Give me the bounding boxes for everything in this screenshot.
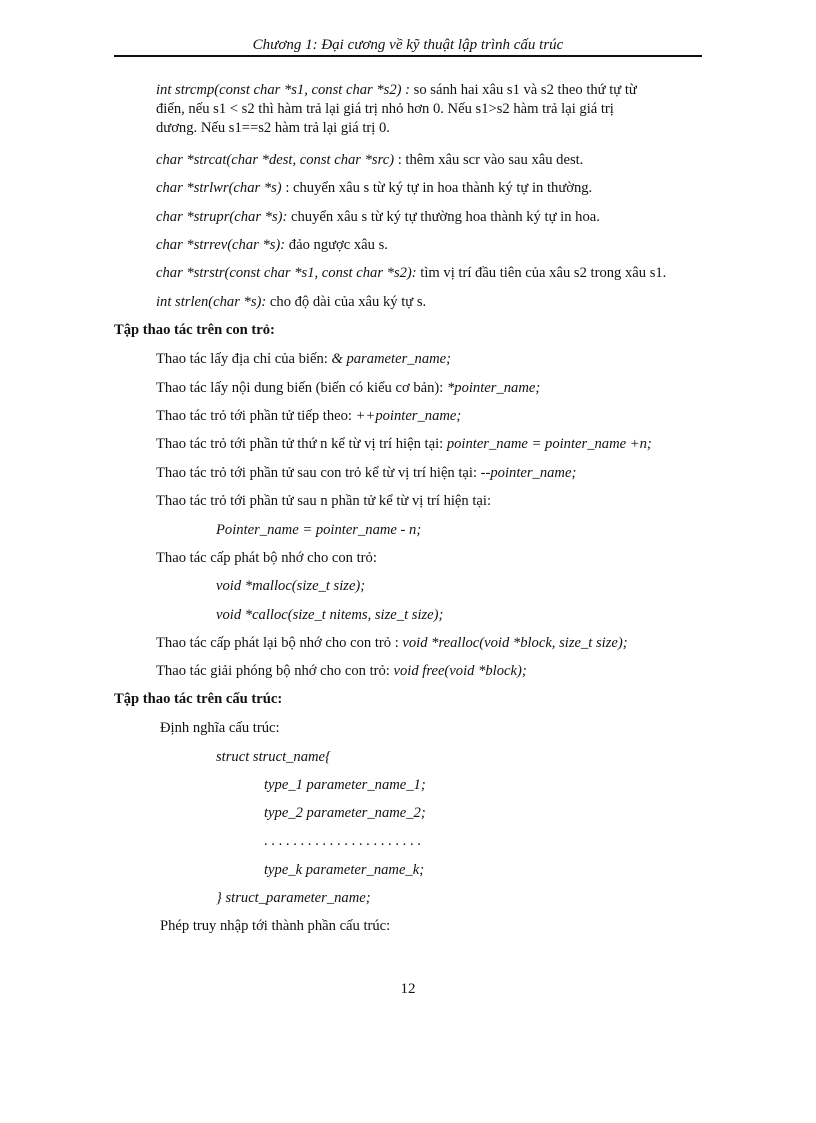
- strcat-signature: char *strcat(char *dest, const char *src): [156, 152, 395, 168]
- pointer-prev-text: Thao tác trỏ tới phần tử sau con trỏ kể từ vị trí hiện tại:: [156, 465, 481, 481]
- strupr-signature: char *strupr(char *s):: [156, 209, 288, 225]
- pointer-next-text: Thao tác trỏ tới phần tử tiếp theo:: [156, 408, 356, 424]
- struct-field-k: type_k parameter_name_k;: [264, 862, 425, 878]
- strlwr-line: [156, 179, 592, 198]
- struct-define-text: Định nghĩa cấu trúc:: [160, 720, 280, 736]
- pointer-nth-code: pointer_name = pointer_name +n;: [446, 436, 652, 452]
- pointer-back-n-code: Pointer_name = pointer_name - n;: [216, 522, 422, 538]
- struct-ellipsis: . . . . . . . . . . . . . . . . . . . . . .: [264, 833, 421, 849]
- pointer-next-line: [156, 407, 461, 426]
- strupr-desc: chuyển xâu s từ ký tự thường hoa thành ký tự in hoa.: [287, 209, 600, 225]
- struct-section-heading: Tập thao tác trên cấu trúc:: [114, 691, 283, 707]
- pointer-content-code: *pointer_name;: [446, 380, 541, 396]
- pointer-nth-text: Thao tác trỏ tới phần tử thứ n kể từ vị trí hiện tại:: [156, 436, 447, 452]
- struct-field-2: type_2 parameter_name_2;: [264, 805, 426, 821]
- malloc-code: void *malloc(size_t size);: [216, 578, 366, 594]
- pointer-prev-line: [156, 464, 576, 483]
- strstr-signature: char *strstr(const char *s1, const char *s2):: [156, 265, 417, 281]
- strcat-line: [156, 151, 583, 170]
- strlen-signature: int strlen(char *s):: [156, 294, 267, 310]
- realloc-code: void *realloc(void *block, size_t size);: [402, 635, 628, 651]
- pointer-nth-line: [156, 435, 652, 454]
- pointer-addr-code: & parameter_name;: [331, 351, 452, 367]
- strstr-desc: tìm vị trí đầu tiên của xâu s2 trong xâu s1.: [416, 265, 667, 281]
- strrev-line: [156, 236, 388, 255]
- strcmp-desc-line3: dương. Nếu s1==s2 hàm trả lại giá trị 0.: [156, 120, 390, 136]
- strcmp-signature: int strcmp(const char *s1, const char *s2) :: [156, 82, 411, 98]
- struct-field-1: type_1 parameter_name_1;: [264, 777, 426, 793]
- pointer-addr-text: Thao tác lấy địa chỉ của biến:: [156, 351, 332, 367]
- pointer-free-text: Thao tác giải phóng bộ nhớ cho con trỏ:: [156, 663, 394, 679]
- strcmp-desc-line1: so sánh hai xâu s1 và s2 theo thứ tự từ: [410, 82, 637, 98]
- pointer-realloc-line: [156, 634, 628, 653]
- strlen-desc: cho độ dài của xâu ký tự s.: [266, 294, 427, 310]
- pointer-free-line: [156, 662, 527, 681]
- struct-access-text: Phép truy nhập tới thành phần cấu trúc:: [160, 918, 391, 934]
- pointer-content-line: [156, 379, 540, 398]
- struct-open-code: struct struct_name{: [216, 749, 331, 765]
- strrev-signature: char *strrev(char *s):: [156, 237, 286, 253]
- pointer-realloc-text: Thao tác cấp phát lại bộ nhớ cho con trỏ :: [156, 635, 403, 651]
- free-code: void free(void *block);: [393, 663, 527, 679]
- pointer-back-n-text: Thao tác trỏ tới phần tử sau n phần tử kể từ vị trí hiện tại:: [156, 493, 492, 509]
- header-rule: [114, 55, 702, 57]
- running-header: Chương 1: Đại cương về kỹ thuật lập trình cấu trúc: [252, 37, 564, 53]
- calloc-code: void *calloc(size_t nitems, size_t size);: [216, 607, 444, 623]
- pointer-content-text: Thao tác lấy nội dung biến (biến có kiểu cơ bản):: [156, 380, 447, 396]
- strrev-desc: đảo ngược xâu s.: [285, 237, 388, 253]
- strstr-line: [156, 264, 666, 283]
- pointer-alloc-text: Thao tác cấp phát bộ nhớ cho con trỏ:: [156, 550, 377, 566]
- strcat-desc: : thêm xâu scr vào sau xâu dest.: [394, 152, 584, 168]
- strlen-line: [156, 293, 426, 312]
- pointer-next-code: ++pointer_name;: [355, 408, 462, 424]
- strcmp-desc-line2: điển, nếu s1 < s2 thì hàm trả lại giá trị nhỏ hơn 0. Nếu s1>s2 hàm trả lại giá trị: [156, 101, 614, 117]
- pointer-addr-line: [156, 350, 451, 369]
- pointer-section-heading: Tập thao tác trên con trỏ:: [114, 322, 275, 338]
- strupr-line: [156, 208, 600, 227]
- struct-close-code: } struct_parameter_name;: [216, 890, 371, 906]
- strlwr-desc: : chuyển xâu s từ ký tự in hoa thành ký tự in thường.: [281, 180, 593, 196]
- page-number: 12: [400, 981, 416, 997]
- pointer-prev-code: --pointer_name;: [480, 465, 577, 481]
- strlwr-signature: char *strlwr(char *s): [156, 180, 282, 196]
- strcmp-paragraph: [156, 81, 701, 138]
